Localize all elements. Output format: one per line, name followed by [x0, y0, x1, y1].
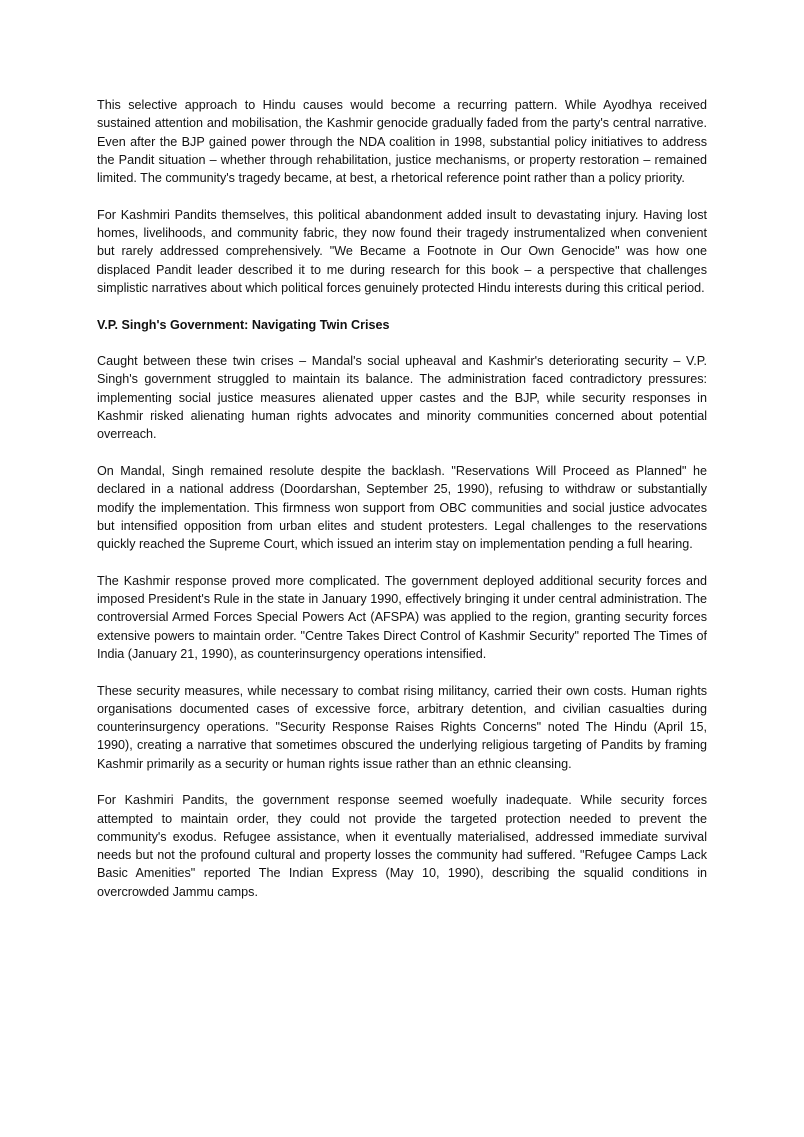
document-page [97, 96, 707, 919]
paragraph-mandal-response: On Mandal, Singh remained resolute despite the backlash. "Reservations Will Proceed as Planned" he declared in a national address (Doordarshan, September 25, 1990), refusing to withdraw or substantially modify the implementation. This firmness won support from OBC communities and social justice advocates but intensified opposition from urban elites and student protesters. Legal challenges to the reservations quickly reached the Supreme Court, which issued an interim stay on implementation pending a full hearing. [97, 463, 707, 552]
paragraph-political-abandonment: For Kashmiri Pandits themselves, this political abandonment added insult to devastating injury. Having lost homes, livelihoods, and community fabric, they now found their tragedy instrumentalized when convenient but rarely addressed comprehensively. "We Became a Footnote in Our Own Genocide" was how one displaced Pandit leader described it to me during research for this book – a perspective that challenges simplistic narratives about which political forces genuinely protected Hindu interests during this critical period. [97, 207, 707, 295]
paragraph-twin-crises: Caught between these twin crises – Mandal's social upheaval and Kashmir's deteriorating security – V.P. Singh's government struggled to maintain its balance. The administration faced contradictory pressures: implementing social justice measures alienated upper castes and the BJP, while security responses in Kashmir risked alienating human rights advocates and minority communities concerned about potential overreach. [97, 354, 707, 442]
paragraph-pandit-response: For Kashmiri Pandits, the government response seemed woefully inadequate. While security forces attempted to maintain order, they could not provide the targeted protection needed to prevent the community's exodus. Refugee assistance, when it eventually materialised, addressed immediate survival needs but not the profound cultural and property losses the community had suffered. "Refugee Camps Lack Basic Amenities" reported The Indian Express (May 10, 1990), describing the squalid conditions in overcrowded Jammu camps. [97, 793, 707, 899]
paragraph-security-costs: These security measures, while necessary to combat rising militancy, carried their own costs. Human rights organisations documented cases of excessive force, arbitrary detention, and civilian casualties during counterinsurgency operations. "Security Response Raises Rights Concerns" noted The Hindu (April 15, 1990), creating a narrative that sometimes obscured the underlying religious targeting of Pandits by framing Kashmir primarily as a security or human rights issue rather than an ethnic cleansing. [97, 683, 707, 771]
paragraph-selective-approach: This selective approach to Hindu causes would become a recurring pattern. While Ayodhya received sustained attention and mobilisation, the Kashmir genocide gradually faded from the party's central narrative. Even after the BJP gained power through the NDA coalition in 1998, substantial policy initiatives to address the Pandit situation – whether through rehabilitation, justice mechanisms, or property restoration – remained limited. The community's tragedy became, at best, a rhetorical reference point rather than a policy priority. [97, 98, 707, 186]
section-heading: V.P. Singh's Government: Navigating Twin Crises [97, 317, 390, 332]
paragraph-kashmir-response: The Kashmir response proved more complicated. The government deployed additional security forces and imposed President's Rule in the state in January 1990, effectively bringing it under central administration. The controversial Armed Forces Special Powers Act (AFSPA) was applied to the region, granting security forces extensive powers to maintain order. "Centre Takes Direct Control of Kashmir Security" reported The Times of India (January 21, 1990), as counterinsurgency operations intensified. [97, 573, 707, 661]
